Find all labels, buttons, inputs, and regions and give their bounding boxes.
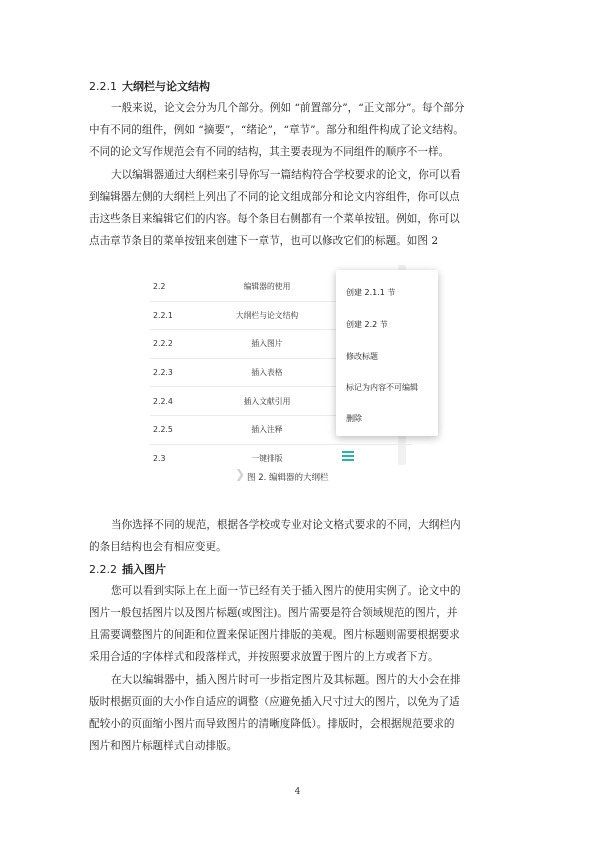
menu-item-rename: 修改标题 <box>346 352 378 361</box>
outline-item-title: 插入文献引用 <box>243 396 291 406</box>
text-line: 配较小的页面缩小图片而导致图片的清晰度降低）。排版时，会根据规范要求的 <box>89 718 455 730</box>
text-line: 采用合适的字体样式和段落样式，并按照要求放置于图片的上方或者下方。 <box>89 651 439 663</box>
text-line: 点击章节条目的菜单按钮来创建下一章节，也可以修改它们的标题。如图 2 <box>89 235 439 247</box>
paragraph-5 <box>89 669 507 757</box>
section-title: 大纲栏与论文结构 <box>122 80 210 93</box>
menu-item-create-section: 创建 2.2 节 <box>346 320 388 329</box>
text-line: 您可以看到实际上在上面一节已经有关于插入图片的使用实例了。论文中的 <box>111 585 461 597</box>
outline-item-number: 2.2.1 <box>153 310 173 320</box>
paragraph-2 <box>89 164 507 252</box>
page-number: 4 <box>294 787 301 797</box>
outline-item-number: 2.2.3 <box>153 368 173 378</box>
text-line: 的条目结构也会有相应变更。 <box>89 541 227 553</box>
outline-item <box>150 445 412 474</box>
text-line: 当你选择不同的规范，根据各学校或专业对论文格式要求的不同，大纲栏内 <box>111 519 461 531</box>
paragraph-3 <box>89 514 507 558</box>
outline-item-number: 2.2.5 <box>153 425 173 435</box>
outline-item-title: 一键排版 <box>251 454 283 464</box>
list-icon <box>342 451 354 461</box>
text-line: 版时根据页面的大小作自适应的调整（应避免插入尺寸过大的图片，以免为了适 <box>89 696 460 708</box>
outline-item-number: 2.2 <box>153 282 166 292</box>
paragraph-4 <box>89 580 507 668</box>
context-menu <box>336 270 438 436</box>
text-line: 图片一般包括图片以及图片标题(或图注)。图片需要是符合领域规范的图片，并 <box>89 607 458 619</box>
text-line: 到编辑器左侧的大纲栏上列出了不同的论文组成部分和论文内容组件，你可以点 <box>89 191 460 203</box>
outline-item-title: 插入注释 <box>251 425 283 435</box>
paragraph-1 <box>89 97 507 163</box>
outline-item-number: 2.3 <box>153 454 166 464</box>
section-number: 2.2.1 <box>89 80 117 93</box>
text-line: 一般来说，论文会分为几个部分。例如 “前置部分”，“正文部分”。每个部分 <box>111 102 465 114</box>
section-heading-2-2-1 <box>89 78 210 94</box>
text-line: 中有不同的组件，例如 “摘要”，“绪论”，“章节”。部分和组件构成了论文结构。 <box>89 124 464 136</box>
outline-figure <box>150 265 438 465</box>
section-number: 2.2.2 <box>89 563 117 576</box>
figure-caption: 图 2. 编辑器的大纲栏 <box>247 473 329 483</box>
text-line: 且需要调整图片的间距和位置来保证图片排版的美观。图片标题则需要根据要求 <box>89 629 460 641</box>
section-title: 插入图片 <box>122 563 166 576</box>
text-line: 图片和图片标题样式自动排版。 <box>89 740 238 752</box>
menu-item-delete: 删除 <box>346 414 362 423</box>
outline-item-number: 2.2.4 <box>153 396 173 406</box>
section-heading-2-2-2 <box>89 561 166 577</box>
outline-item-title: 大纲栏与论文结构 <box>235 310 299 320</box>
menu-item-mark-readonly: 标记为内容不可编辑 <box>346 383 418 392</box>
text-line: 不同的论文写作规范会有不同的结构，其主要表现为不同组件的顺序不一样。 <box>89 146 450 158</box>
text-line: 在大以编辑器中，插入图片时可一步指定图片及其标题。图片的大小会在排 <box>111 674 461 686</box>
outline-item-number: 2.2.2 <box>153 339 173 349</box>
arrow-decoration-icon: ❯ <box>235 467 246 481</box>
outline-item-title: 插入图片 <box>251 339 283 349</box>
text-line: 大以编辑器通过大纲栏来引导你写一篇结构符合学校要求的论文，你可以看 <box>111 169 461 181</box>
text-line: 击这些条目来编辑它们的内容。每个条目右侧都有一个菜单按钮。例如，你可以 <box>89 213 460 225</box>
outline-item-title: 编辑器的使用 <box>243 282 291 292</box>
outline-item-title: 插入表格 <box>251 368 283 378</box>
menu-item-create-subsection: 创建 2.1.1 节 <box>346 288 396 297</box>
